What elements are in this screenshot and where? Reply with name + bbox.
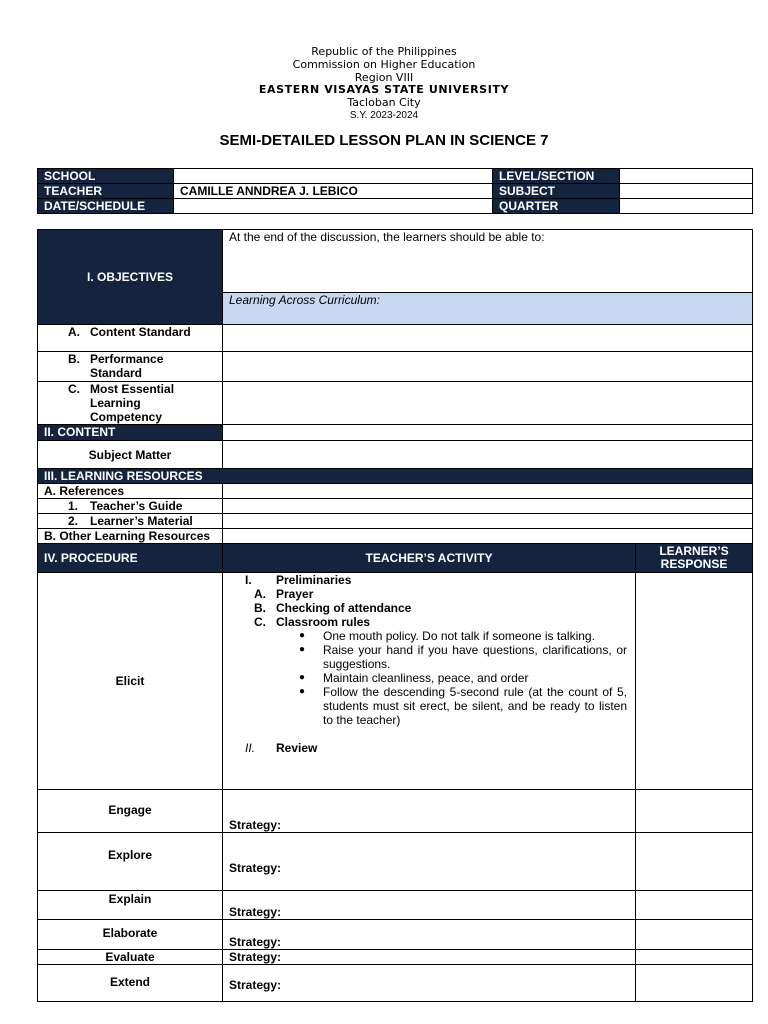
rule-item: [245, 685, 627, 727]
evaluate-row: [38, 950, 753, 965]
step-attendance-text: Checking of attendance: [276, 601, 412, 615]
elaborate-learner-response[interactable]: [636, 920, 753, 950]
review-number: II.: [245, 741, 256, 755]
preliminaries-block: [223, 573, 635, 755]
preliminaries-number: I.: [245, 573, 252, 587]
extend-learner-response[interactable]: [636, 965, 753, 1002]
subject-matter-field[interactable]: [223, 441, 753, 469]
evaluate-learner-response[interactable]: [636, 950, 753, 965]
step-classroom-rules: [245, 615, 627, 629]
subject-label: SUBJECT: [493, 184, 620, 199]
competency-letter: C.: [68, 382, 80, 396]
bullet-icon: ●: [299, 644, 306, 655]
learners-material-row: [38, 514, 753, 529]
elicit-label: Elicit: [38, 573, 223, 790]
rule-text: Follow the descending 5-second rule (at the count of 5, students must sit erect, be silent, and be ready to listen to the teacher): [323, 685, 627, 727]
header-city: Tacloban City: [347, 96, 421, 110]
performance-standard-text: Performance Standard: [90, 352, 164, 380]
procedure-header-row: [38, 544, 753, 573]
competency-row: [38, 382, 753, 425]
elaborate-label: Elaborate: [38, 920, 223, 950]
preliminaries-text: Preliminaries: [276, 573, 352, 587]
step-attendance: [245, 601, 627, 615]
info-table: [37, 168, 753, 214]
rule-item: [245, 629, 627, 643]
elaborate-strategy[interactable]: Strategy:: [223, 920, 636, 950]
step-prayer: [245, 587, 627, 601]
engage-strategy[interactable]: Strategy:: [223, 790, 636, 833]
content-standard-row: [38, 325, 753, 352]
content-standard-text: Content Standard: [90, 325, 191, 339]
performance-standard-label: [38, 352, 223, 382]
subject-matter-row: [38, 441, 753, 469]
teachers-guide-text: Teacher’s Guide: [90, 499, 183, 513]
objectives-row: [38, 230, 753, 293]
engage-learner-response[interactable]: [636, 790, 753, 833]
bullet-icon: ●: [299, 672, 306, 683]
explain-learner-response[interactable]: [636, 891, 753, 920]
page-title: SEMI-DETAILED LESSON PLAN IN SCIENCE 7: [219, 132, 549, 149]
lesson-plan-table: [37, 229, 753, 1002]
other-resources-field[interactable]: [223, 529, 753, 544]
objectives-intro[interactable]: At the end of the discussion, the learners should be able to:: [223, 230, 753, 293]
info-row-school: [38, 169, 753, 184]
learners-material-label: [38, 514, 223, 529]
level-section-label: LEVEL/SECTION: [493, 169, 620, 184]
other-resources-label: B. Other Learning Resources: [38, 529, 223, 544]
preliminaries-heading: [245, 573, 627, 587]
rule-text: Raise your hand if you have questions, clarifications, or suggestions.: [323, 643, 627, 671]
objectives-label: I. OBJECTIVES: [38, 230, 223, 325]
other-resources-row: [38, 529, 753, 544]
content-standard-label: [38, 325, 223, 352]
step-rules-text: Classroom rules: [276, 615, 371, 629]
learning-resources-label: III. LEARNING RESOURCES: [38, 469, 753, 484]
bullet-icon: ●: [299, 686, 306, 697]
performance-standard-letter: B.: [68, 352, 80, 366]
teacher-label: TEACHER: [38, 184, 174, 199]
teachers-guide-row: [38, 499, 753, 514]
header-school-year: S.Y. 2023-2024: [349, 109, 419, 121]
rule-item: [245, 643, 627, 671]
performance-standard-row: [38, 352, 753, 382]
step-prayer-letter: A.: [254, 587, 266, 601]
references-row: [38, 484, 753, 499]
subject-matter-label: Subject Matter: [38, 441, 223, 469]
explore-label: Explore: [38, 833, 223, 891]
engage-label: Engage: [38, 790, 223, 833]
date-schedule-field[interactable]: [174, 199, 493, 214]
step-prayer-text: Prayer: [276, 587, 314, 601]
school-label: SCHOOL: [38, 169, 174, 184]
teachers-guide-field[interactable]: [223, 499, 753, 514]
info-row-date: [38, 199, 753, 214]
bullet-icon: ●: [299, 630, 306, 641]
header-commission: Commission on Higher Education: [292, 57, 476, 71]
quarter-field[interactable]: [620, 199, 753, 214]
evaluate-label: Evaluate: [38, 950, 223, 965]
elaborate-row: [38, 920, 753, 950]
learners-material-text: Learner’s Material: [90, 514, 193, 528]
rule-item: [245, 671, 627, 685]
step-attendance-letter: B.: [254, 601, 266, 615]
teacher-activity-header: TEACHER’S ACTIVITY: [223, 544, 636, 573]
explore-row: [38, 833, 753, 891]
header-region: Region VIII: [354, 70, 414, 84]
references-label: A. References: [38, 484, 223, 499]
date-schedule-label: DATE/SCHEDULE: [38, 199, 174, 214]
info-row-teacher: [38, 184, 753, 199]
extend-label: Extend: [38, 965, 223, 1002]
content-header-field[interactable]: [223, 425, 753, 441]
teachers-guide-label: [38, 499, 223, 514]
level-section-field[interactable]: [620, 169, 753, 184]
explain-strategy[interactable]: Strategy:: [223, 891, 636, 920]
explore-strategy[interactable]: Strategy:: [223, 833, 636, 891]
extend-strategy[interactable]: Strategy:: [223, 965, 636, 1002]
rule-text: One mouth policy. Do not talk if someone is talking.: [323, 629, 595, 643]
resources-header-row: [38, 469, 753, 484]
rule-text: Maintain cleanliness, peace, and order: [323, 671, 529, 685]
competency-text: Most Essential Learning Competency: [90, 382, 175, 424]
step-rules-letter: C.: [254, 615, 266, 629]
references-field[interactable]: [223, 484, 753, 499]
elicit-learner-response[interactable]: [636, 573, 753, 790]
content-standard-field[interactable]: [223, 325, 753, 352]
elicit-row: [38, 573, 753, 790]
header-university: EASTERN VISAYAS STATE UNIVERSITY: [258, 83, 510, 97]
learning-across-curriculum[interactable]: Learning Across Curriculum:: [223, 293, 753, 325]
engage-row: [38, 790, 753, 833]
review-heading: [245, 741, 627, 755]
teacher-field[interactable]: CAMILLE ANNDREA J. LEBICO: [174, 184, 493, 199]
evaluate-strategy[interactable]: Strategy:: [223, 950, 636, 965]
explain-label: Explain: [38, 891, 223, 920]
document-header: [0, 46, 768, 122]
school-field[interactable]: [174, 169, 493, 184]
subject-field[interactable]: [620, 184, 753, 199]
review-text: Review: [276, 741, 318, 755]
learners-material-number: 2.: [68, 514, 79, 528]
competency-label: [38, 382, 223, 425]
elicit-activity[interactable]: [223, 573, 636, 790]
content-label: II. CONTENT: [38, 425, 223, 441]
explore-learner-response[interactable]: [636, 833, 753, 891]
competency-field[interactable]: [223, 382, 753, 425]
learner-response-header: LEARNER’S RESPONSE: [636, 544, 753, 573]
explain-row: [38, 891, 753, 920]
extend-row: [38, 965, 753, 1002]
teachers-guide-number: 1.: [68, 499, 79, 513]
content-standard-letter: A.: [68, 325, 80, 339]
header-republic: Republic of the Philippines: [311, 45, 457, 58]
quarter-label: QUARTER: [493, 199, 620, 214]
content-header-row: [38, 425, 753, 441]
performance-standard-field[interactable]: [223, 352, 753, 382]
learners-material-field[interactable]: [223, 514, 753, 529]
procedure-label: IV. PROCEDURE: [38, 544, 223, 573]
